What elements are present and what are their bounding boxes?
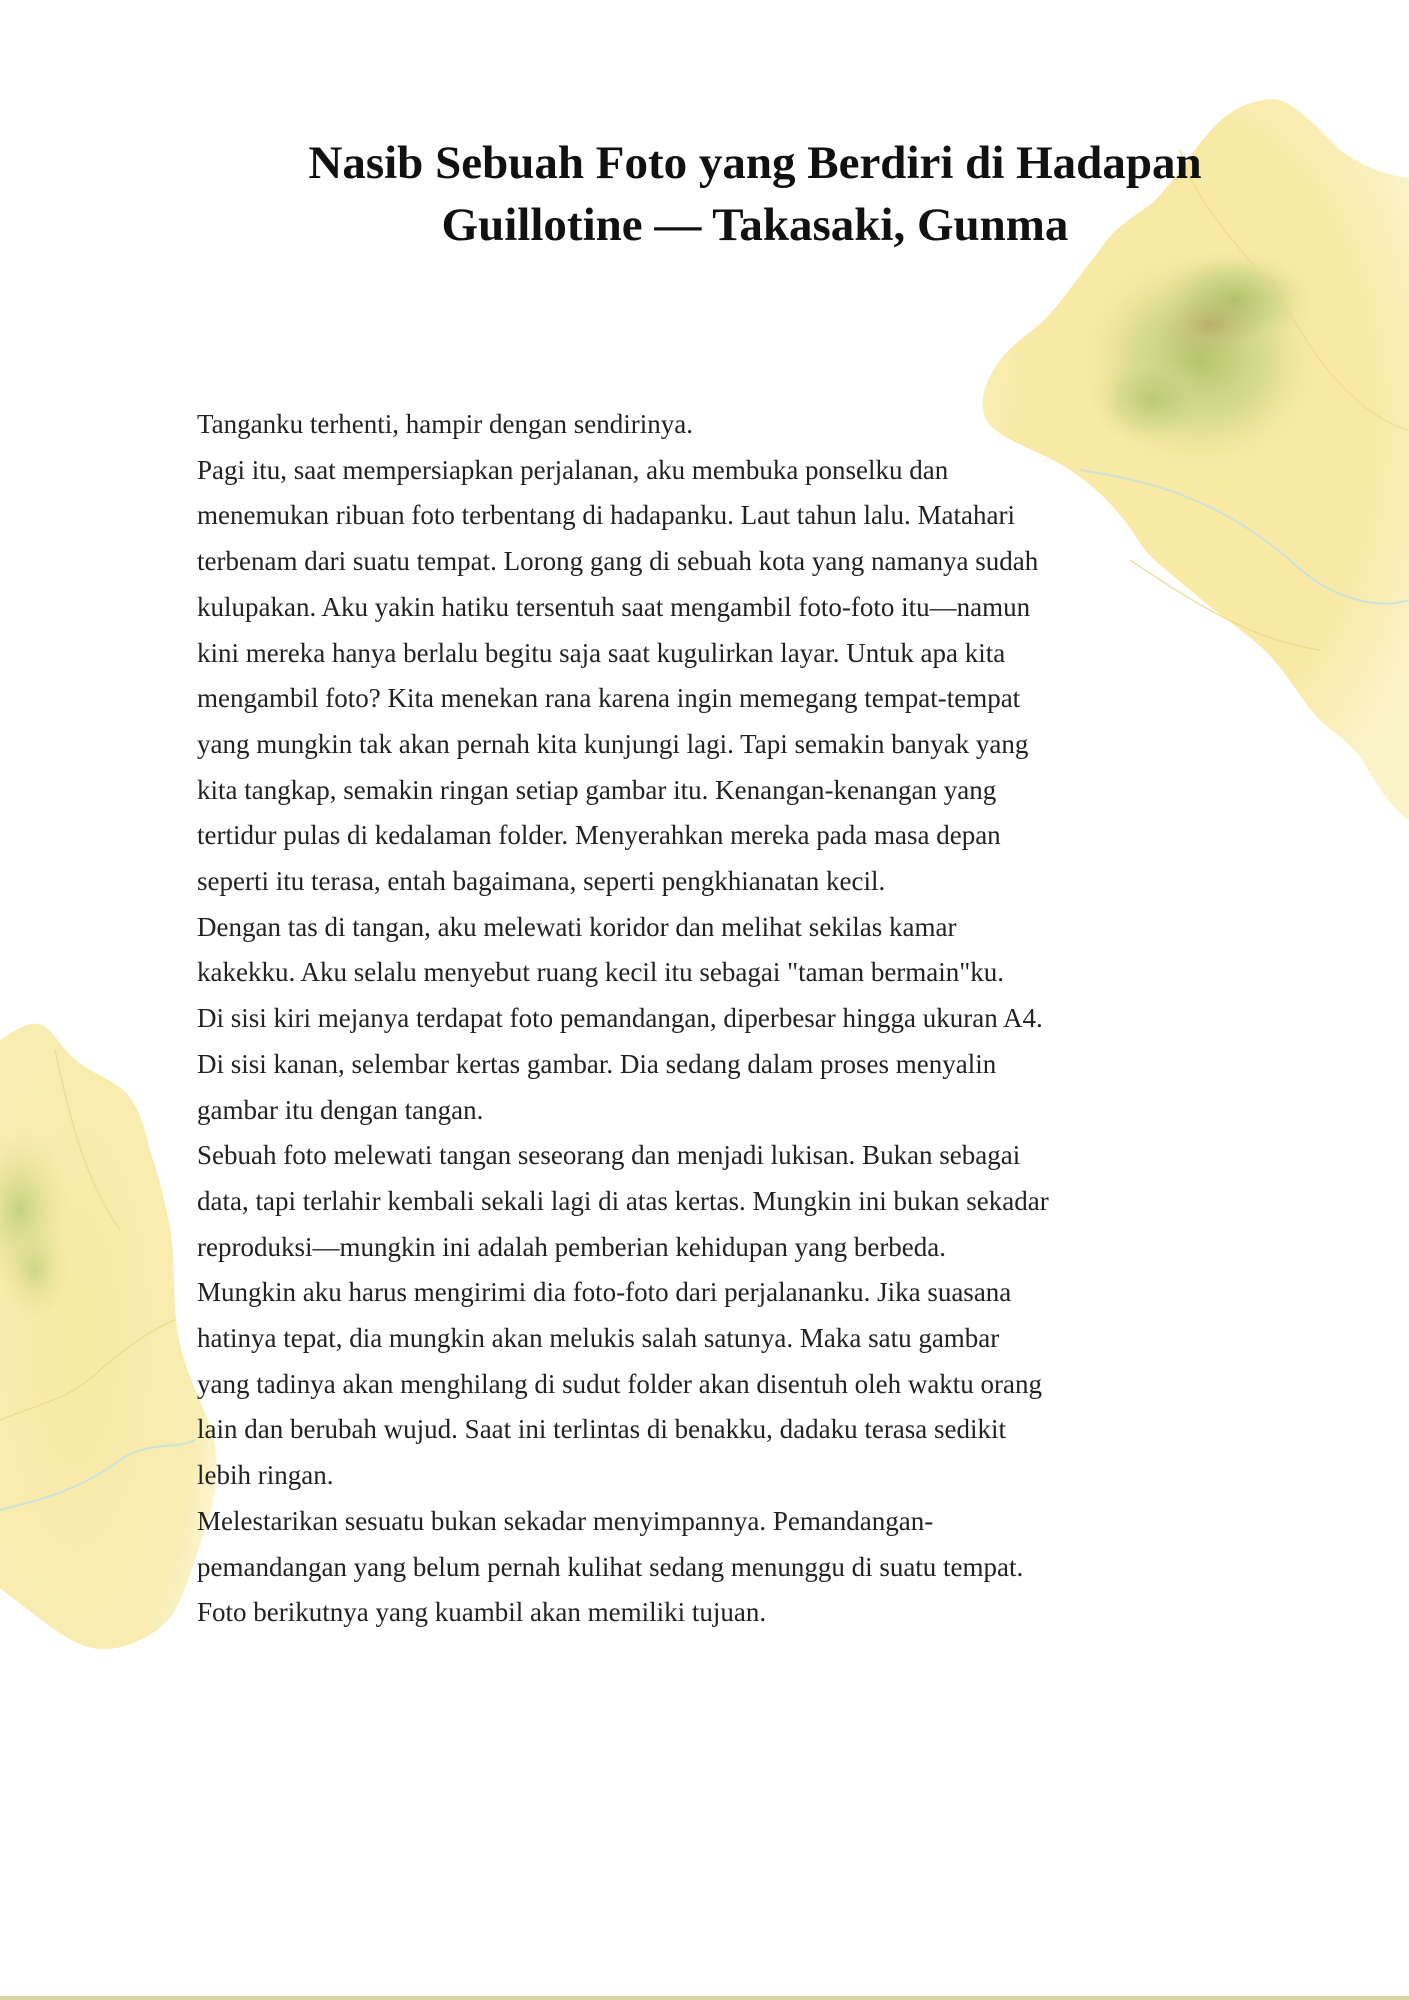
page-bottom-edge xyxy=(0,1996,1409,2000)
paragraph xyxy=(197,1133,1237,1270)
text-line: Sebuah foto melewati tangan seseorang dan menjadi lukisan. Bukan sebagai xyxy=(197,1140,1021,1171)
text-line: yang tadinya akan menghilang di sudut folder akan disentuh oleh waktu orang xyxy=(197,1368,1043,1399)
paragraph xyxy=(197,996,1237,1133)
text-line: Di sisi kiri mejanya terdapat foto pemandangan, diperbesar hingga ukuran A4. xyxy=(197,1003,1043,1034)
paragraph xyxy=(197,1270,1237,1499)
text-line: kini mereka hanya berlalu begitu saja saat kugulirkan layar. Untuk apa kita xyxy=(197,637,1006,668)
text-line: Di sisi kanan, selembar kertas gambar. Dia sedang dalam proses menyalin xyxy=(197,1048,997,1079)
text-line: seperti itu terasa, entah bagaimana, seperti pengkhianatan kecil. xyxy=(197,866,886,897)
paragraph xyxy=(197,1499,1237,1636)
text-line: hatinya tepat, dia mungkin akan melukis salah satunya. Maka satu gambar xyxy=(197,1323,1000,1354)
watercolor-bottom-left xyxy=(0,1024,217,1649)
document-body xyxy=(197,402,1237,1636)
text-line: Dengan tas di tangan, aku melewati koridor dan melihat sekilas kamar xyxy=(197,911,957,942)
text-line: terbenam dari suatu tempat. Lorong gang di sebuah kota yang namanya sudah xyxy=(197,546,1039,577)
text-line: Melestarikan sesuatu bukan sekadar menyimpannya. Pemandangan- xyxy=(197,1505,934,1536)
text-line: Mungkin aku harus mengirimi dia foto-foto dari perjalananku. Jika suasana xyxy=(197,1277,1012,1308)
text-line: data, tapi terlahir kembali sekali lagi di atas kertas. Mungkin ini bukan sekadar xyxy=(197,1185,1049,1216)
text-line: kulupakan. Aku yakin hatiku tersentuh saat mengambil foto-foto itu—namun xyxy=(197,591,1031,622)
text-line: yang mungkin tak akan pernah kita kunjungi lagi. Tapi semakin banyak yang xyxy=(197,728,1029,759)
paragraph xyxy=(197,905,1237,996)
paragraph xyxy=(197,402,1237,448)
text-line: lebih ringan. xyxy=(197,1460,334,1491)
text-line: Foto berikutnya yang kuambil akan memiliki tujuan. xyxy=(197,1597,767,1628)
text-line: kita tangkap, semakin ringan setiap gambar itu. Kenangan-kenangan yang xyxy=(197,774,997,805)
text-line: Tanganku terhenti, hampir dengan sendirinya. xyxy=(197,409,693,439)
text-line: kakekku. Aku selalu menyebut ruang kecil itu sebagai "taman bermain"ku. xyxy=(197,957,1005,988)
paragraph xyxy=(197,448,1237,905)
document-title xyxy=(200,132,1310,256)
title-line: Guillotine — Takasaki, Gunma xyxy=(441,199,1069,251)
text-line: mengambil foto? Kita menekan rana karena ingin memegang tempat-tempat xyxy=(197,683,1021,714)
text-line: Pagi itu, saat mempersiapkan perjalanan, aku membuka ponselku dan xyxy=(197,454,949,485)
text-line: menemukan ribuan foto terbentang di hadapanku. Laut tahun lalu. Matahari xyxy=(197,500,1015,531)
text-line: pemandangan yang belum pernah kulihat sedang menunggu di suatu tempat. xyxy=(197,1551,1024,1582)
text-line: lain dan berubah wujud. Saat ini terlintas di benakku, dadaku terasa sedikit xyxy=(197,1414,1007,1445)
text-line: tertidur pulas di kedalaman folder. Menyerahkan mereka pada masa depan xyxy=(197,820,1001,851)
text-line: gambar itu dengan tangan. xyxy=(197,1094,484,1125)
text-line: reproduksi—mungkin ini adalah pemberian kehidupan yang berbeda. xyxy=(197,1231,947,1262)
title-line: Nasib Sebuah Foto yang Berdiri di Hadapan xyxy=(308,137,1202,189)
